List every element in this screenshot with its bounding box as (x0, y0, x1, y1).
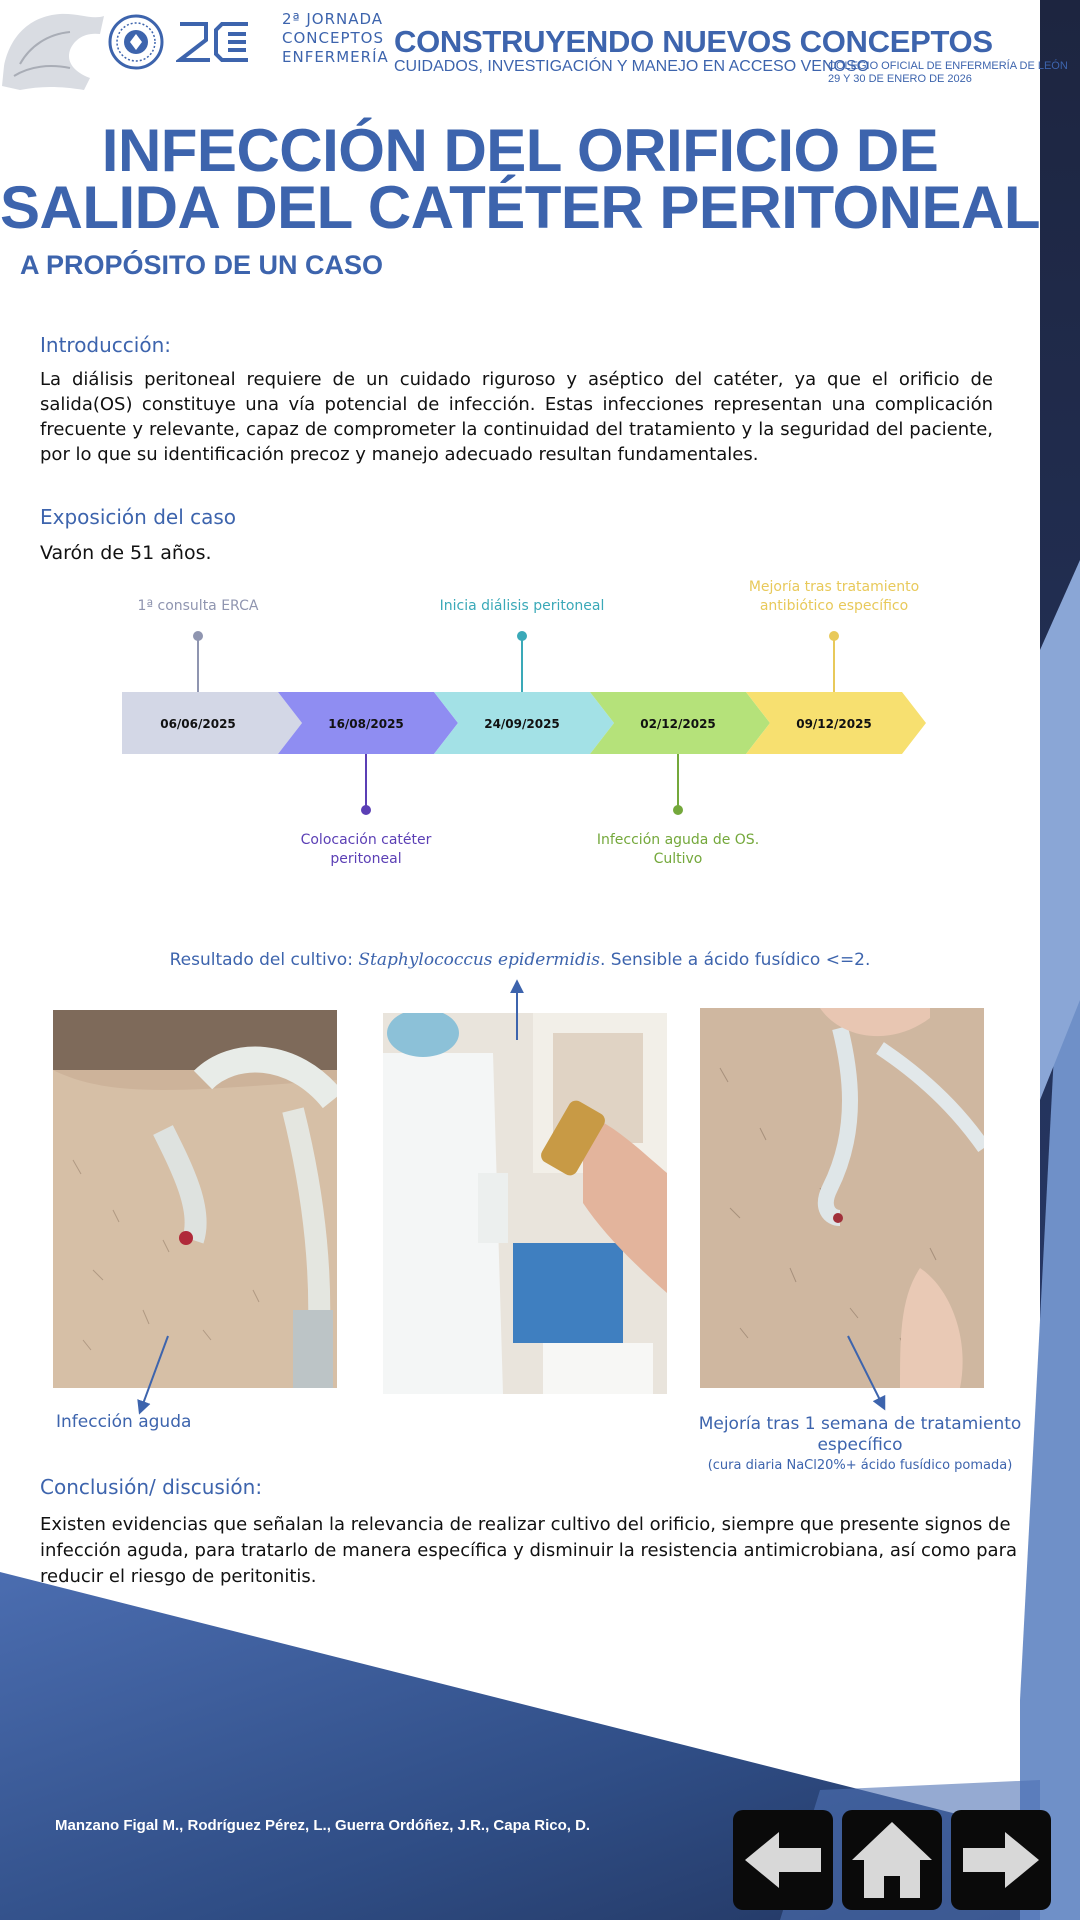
caption-improvement: Mejoría tras 1 semana de tratamiento específico (698, 1414, 1022, 1455)
case-heading: Exposición del caso (40, 505, 237, 529)
culture-result (0, 950, 1040, 970)
poster-title-line-1: INFECCIÓN DEL ORIFICIO DE (101, 117, 939, 184)
case-text: Varón de 51 años. (40, 542, 212, 564)
timeline-date: 02/12/2025 (640, 717, 716, 731)
timeline-marker (517, 631, 527, 641)
timeline-marker (829, 631, 839, 641)
timeline-label: antibiótico específico (759, 598, 909, 614)
timeline-marker (193, 631, 203, 641)
timeline-label: Cultivo (653, 851, 703, 867)
timeline-date: 06/06/2025 (160, 717, 236, 731)
event-dates: 29 Y 30 DE ENERO DE 2026 (828, 73, 972, 85)
timeline-label: 1ª consulta ERCA (137, 598, 259, 614)
home-icon (842, 1810, 942, 1910)
jornada-line-2: CONCEPTOS (282, 29, 384, 47)
conclusion-text: Existen evidencias que señalan la relevancia de realizar cultivo del orificio, siempre que presente signos de infección aguda, para tratarlo de manera específica y disminuir la resistencia antimicrobiana, así como para reducir el riesgo de peritonitis. (40, 1514, 1018, 1587)
authors: Manzano Figal M., Rodríguez Pérez, L., Guerra Ordóñez, J.R., Capa Rico, D. (55, 1817, 591, 1834)
poster-title (0, 117, 1041, 241)
culture-suffix: . Sensible a ácido fusídico <=2. (600, 950, 871, 970)
colegio-info (828, 60, 1068, 86)
photo-culture-sampling (383, 1013, 667, 1394)
arrow-right-icon (951, 1810, 1051, 1910)
intro-heading: Introducción: (40, 333, 172, 357)
timeline-label: Mejoría tras tratamiento (748, 580, 920, 595)
timeline (0, 580, 1000, 900)
colegio-name: COLEGIO OFICIAL DE ENFERMERÍA DE LEÓN (828, 60, 1068, 72)
previous-button[interactable] (733, 1810, 833, 1910)
photo-acute-infection (53, 1010, 337, 1388)
conclusion-heading: Conclusión/ discusión: (40, 1475, 263, 1499)
timeline-label: Colocación catéter (300, 832, 432, 848)
jornada-line-1: 2ª JORNADA (282, 10, 384, 28)
jornada-line-3: ENFERMERÍA (282, 48, 389, 66)
culture-prefix: Resultado del cultivo: (169, 950, 359, 970)
home-button[interactable] (842, 1810, 942, 1910)
arrow-left-icon (733, 1810, 833, 1910)
timeline-date: 24/09/2025 (484, 717, 560, 731)
timeline-marker (673, 805, 683, 815)
event-title: CONSTRUYENDO NUEVOS CONCEPTOS (394, 24, 993, 59)
timeline-label: peritoneal (330, 851, 402, 867)
seal-logo (108, 14, 164, 70)
poster-title-line-2: SALIDA DEL CATÉTER PERITONEAL (0, 174, 1041, 241)
timeline-label: Inicia diálisis peritoneal (439, 598, 605, 614)
poster-subtitle: A PROPÓSITO DE UN CASO (20, 250, 384, 280)
timeline-date: 09/12/2025 (796, 717, 872, 731)
intro-text: La diálisis peritoneal requiere de un cuidado riguroso y aséptico del catéter, ya que el orificio de salida(OS) constituye una vía potencial de infección. Estas infecciones representan una complicación frecuente y relevante, capaz de comprometer la continuidad del tratamiento y la seguridad del paciente, por lo que su identificación precoz y manejo adecuado resultan fundamentales. (40, 369, 993, 465)
culture-organism: Staphylococcus epidermidis (358, 950, 600, 970)
timeline-marker (361, 805, 371, 815)
jornada-text (282, 10, 389, 67)
caption-acute-infection: Infección aguda (56, 1412, 192, 1432)
photo-improvement (700, 1008, 984, 1388)
event-subtitle: CUIDADOS, INVESTIGACIÓN Y MANEJO EN ACCESO VENOSO (394, 58, 870, 75)
timeline-date: 16/08/2025 (328, 717, 404, 731)
next-button[interactable] (951, 1810, 1051, 1910)
2c-logo (176, 12, 276, 72)
caption-treatment: (cura diaria NaCl20%+ ácido fusídico pomada) (707, 1458, 1013, 1473)
statue-logo (0, 6, 108, 92)
timeline-label: Infección aguda de OS. (596, 832, 760, 848)
